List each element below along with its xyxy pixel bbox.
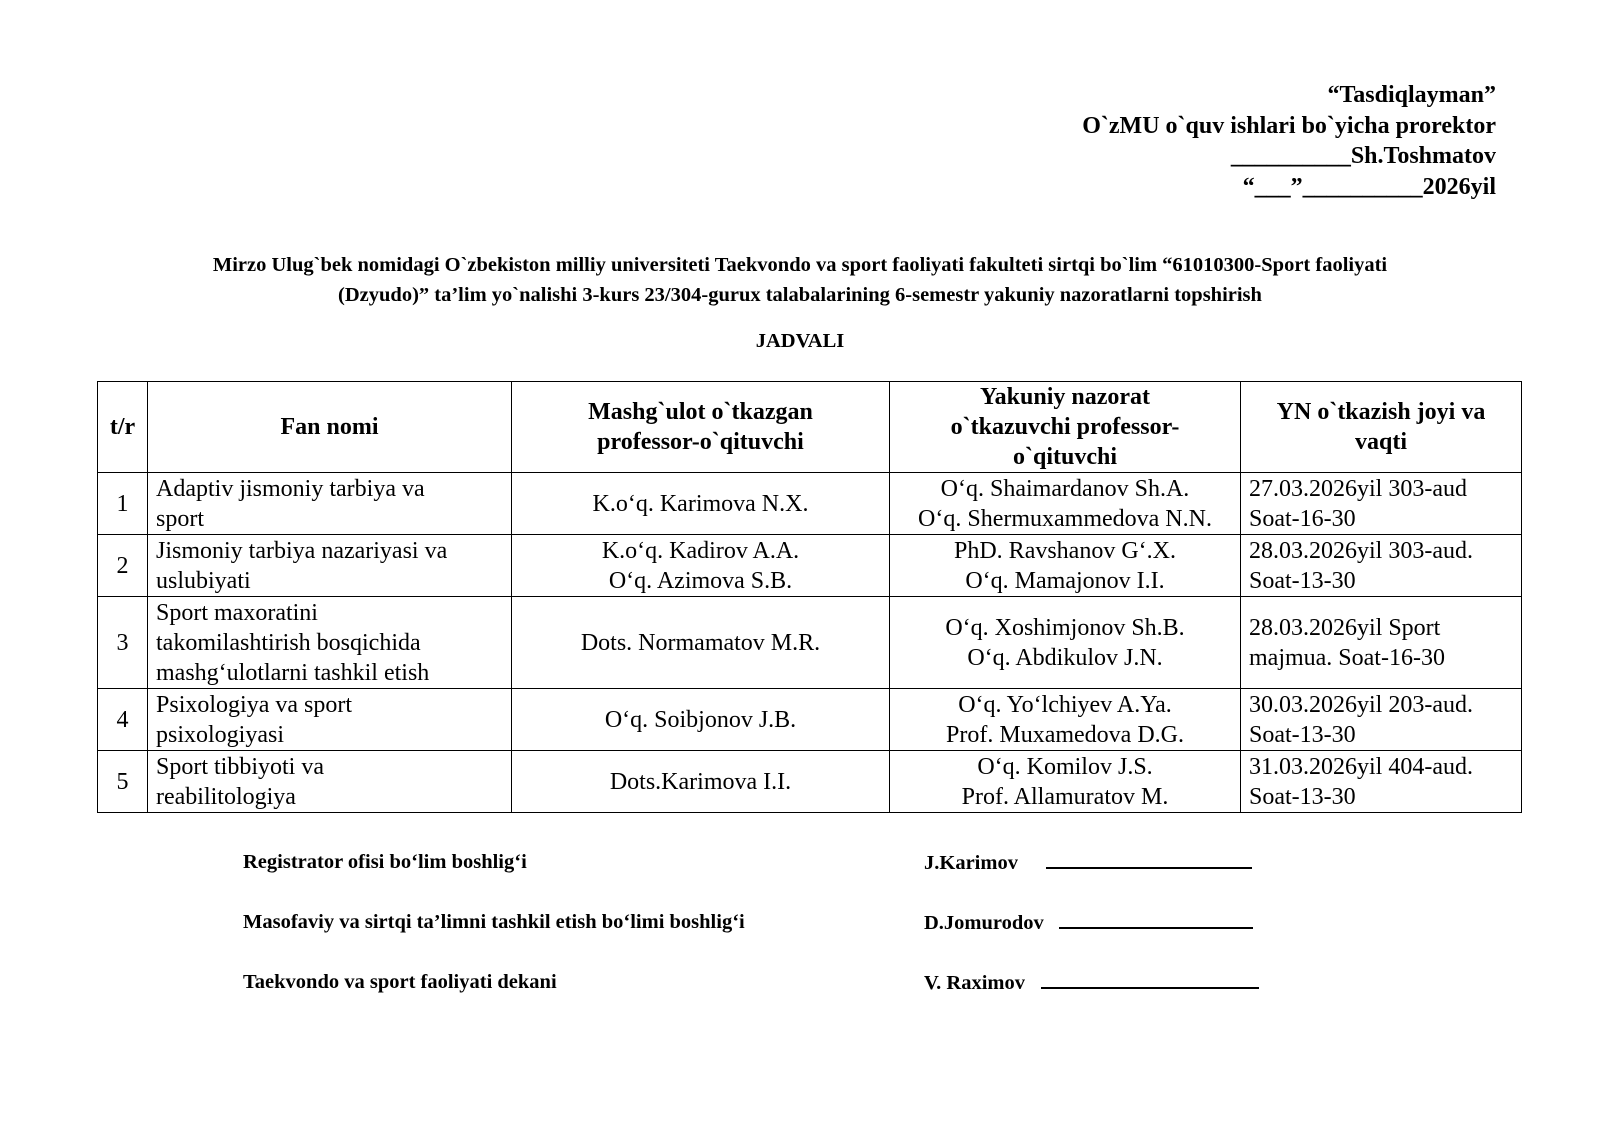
signature-row-3 (924, 971, 1259, 995)
signature-position-2: Masofaviy va sirtqi ta’limni tashkil etish bo‘limi boshlig‘i (243, 911, 745, 933)
cell-subject-line: sport (156, 505, 204, 532)
header-place: YN o`tkazish joyi va vaqti (1241, 382, 1522, 473)
cell-subject (148, 597, 512, 689)
cell-place (1241, 689, 1522, 751)
title-line-2: (Dzyudo)” ta’lim yo`nalishi 3-kurs 23/304-gurux talabalarining 6-semestr yakuniy nazoratlarni topshirish (338, 284, 1262, 306)
cell-examiner-line: O‘q. Yo‘lchiyev A.Ya. (958, 691, 1172, 718)
header-subject: Fan nomi (148, 382, 512, 473)
signature-line-3 (1041, 971, 1259, 989)
cell-subject (148, 535, 512, 597)
cell-subject (148, 473, 512, 535)
signature-position-1: Registrator ofisi bo‘lim boshlig‘i (243, 851, 527, 873)
header-examiner: Yakuniy nazorat o`tkazuvchi professor-o`qituvchi (890, 382, 1241, 473)
cell-place-line: Soat-13-30 (1249, 783, 1356, 810)
title-line-1: Mirzo Ulug`bek nomidagi O`zbekiston milliy universiteti Taekvondo va sport faoliyati fakulteti sirtqi bo`lim “61010300-Sport faoliyati (212, 254, 1388, 276)
cell-place-line: Soat-13-30 (1249, 721, 1356, 748)
table-row (98, 597, 1522, 689)
cell-teacher-line: K.o‘q. Karimova N.X. (592, 490, 809, 517)
approval-date: “___”__________2026yil (1242, 173, 1496, 200)
cell-num: 1 (98, 473, 148, 535)
cell-place-line: 27.03.2026yil 303-aud (1249, 475, 1467, 502)
cell-place-line: 28.03.2026yil 303-aud. (1249, 537, 1473, 564)
cell-place (1241, 751, 1522, 813)
cell-place-line: 28.03.2026yil Sport (1249, 614, 1441, 641)
cell-examiner-line: O‘q. Mamajonov I.I. (965, 567, 1165, 594)
cell-examiner (890, 597, 1241, 689)
cell-subject-line: Sport tibbiyoti va (156, 753, 324, 780)
cell-num: 5 (98, 751, 148, 813)
document-title (100, 250, 1500, 310)
cell-subject-line: takomilashtirish bosqichida (156, 629, 421, 656)
cell-examiner-line: O‘q. Abdikulov J.N. (967, 644, 1163, 671)
cell-examiner-line: O‘q. Shaimardanov Sh.A. (940, 475, 1190, 502)
cell-subject-line: Psixologiya va sport (156, 691, 352, 718)
cell-teacher-line: Dots.Karimova I.I. (609, 768, 792, 795)
cell-examiner-line: O‘q. Xoshimjonov Sh.B. (945, 614, 1185, 641)
cell-teacher-line: O‘q. Azimova S.B. (608, 567, 793, 594)
header-num: t/r (98, 382, 148, 473)
cell-examiner (890, 473, 1241, 535)
document-subtitle: JADVALI (755, 330, 845, 352)
cell-place-line: Soat-16-30 (1249, 505, 1356, 532)
cell-teacher (512, 473, 890, 535)
table-header-row (98, 382, 1522, 473)
cell-subject-line: Adaptiv jismoniy tarbiya va (156, 475, 425, 502)
schedule-table (97, 381, 1522, 813)
table-row (98, 535, 1522, 597)
cell-num: 3 (98, 597, 148, 689)
cell-examiner (890, 751, 1241, 813)
cell-subject (148, 689, 512, 751)
approval-name: Sh.Toshmatov (1350, 143, 1496, 169)
cell-subject-line: Jismoniy tarbiya nazariyasi va (156, 537, 448, 564)
cell-place (1241, 473, 1522, 535)
signature-row-2 (924, 911, 1253, 935)
signature-name-2: D.Jomurodov (924, 912, 1044, 934)
cell-subject (148, 751, 512, 813)
table-body (98, 473, 1522, 813)
cell-teacher-line: K.o‘q. Kadirov A.A. (601, 537, 800, 564)
cell-subject-line: mashg‘ulotlarni tashkil etish (156, 659, 430, 686)
cell-place-line: Soat-13-30 (1249, 567, 1356, 594)
signature-line-2 (1059, 911, 1253, 929)
approval-title: “Tasdiqlayman” (1327, 82, 1496, 108)
table-row (98, 473, 1522, 535)
cell-num: 2 (98, 535, 148, 597)
signature-name-3: V. Raximov (924, 972, 1025, 994)
cell-num: 4 (98, 689, 148, 751)
cell-teacher (512, 689, 890, 751)
cell-place-line: 30.03.2026yil 203-aud. (1249, 691, 1473, 718)
signature-name-1: J.Karimov (924, 852, 1018, 874)
cell-examiner-line: O‘q. Komilov J.S. (977, 753, 1153, 780)
cell-teacher (512, 597, 890, 689)
header-teacher: Mashg`ulot o`tkazgan professor-o`qituvchi (512, 382, 890, 473)
signature-line-1 (1046, 851, 1252, 869)
signature-position-3: Taekvondo va sport faoliyati dekani (243, 971, 557, 993)
cell-place-line: majmua. Soat-16-30 (1249, 644, 1445, 671)
cell-place-line: 31.03.2026yil 404-aud. (1249, 753, 1473, 780)
cell-examiner-line: Prof. Muxamedova D.G. (946, 721, 1184, 748)
cell-examiner (890, 535, 1241, 597)
approval-blank: __________ (1230, 143, 1351, 169)
cell-examiner-line: PhD. Ravshanov G‘.X. (954, 537, 1176, 564)
approval-position: O`zMU o`quv ishlari bo`yicha prorektor (1082, 112, 1496, 139)
cell-examiner-line: Prof. Allamuratov M. (961, 783, 1169, 810)
cell-teacher (512, 751, 890, 813)
cell-subject-line: reabilitologiya (156, 783, 296, 810)
cell-teacher (512, 535, 890, 597)
cell-subject-line: psixologiyasi (156, 721, 285, 748)
cell-examiner (890, 689, 1241, 751)
signature-row-1 (924, 851, 1252, 875)
cell-place (1241, 535, 1522, 597)
table-row (98, 751, 1522, 813)
cell-examiner-line: O‘q. Shermuxammedova N.N. (918, 505, 1212, 532)
cell-subject-line: Sport maxoratini (156, 599, 318, 626)
table-row (98, 689, 1522, 751)
cell-place (1241, 597, 1522, 689)
cell-teacher-line: O‘q. Soibjonov J.B. (604, 706, 797, 733)
approval-block (1082, 80, 1496, 202)
cell-teacher-line: Dots. Normamatov M.R. (580, 629, 821, 656)
approval-signature-line (1082, 141, 1496, 172)
cell-subject-line: uslubiyati (156, 567, 251, 594)
